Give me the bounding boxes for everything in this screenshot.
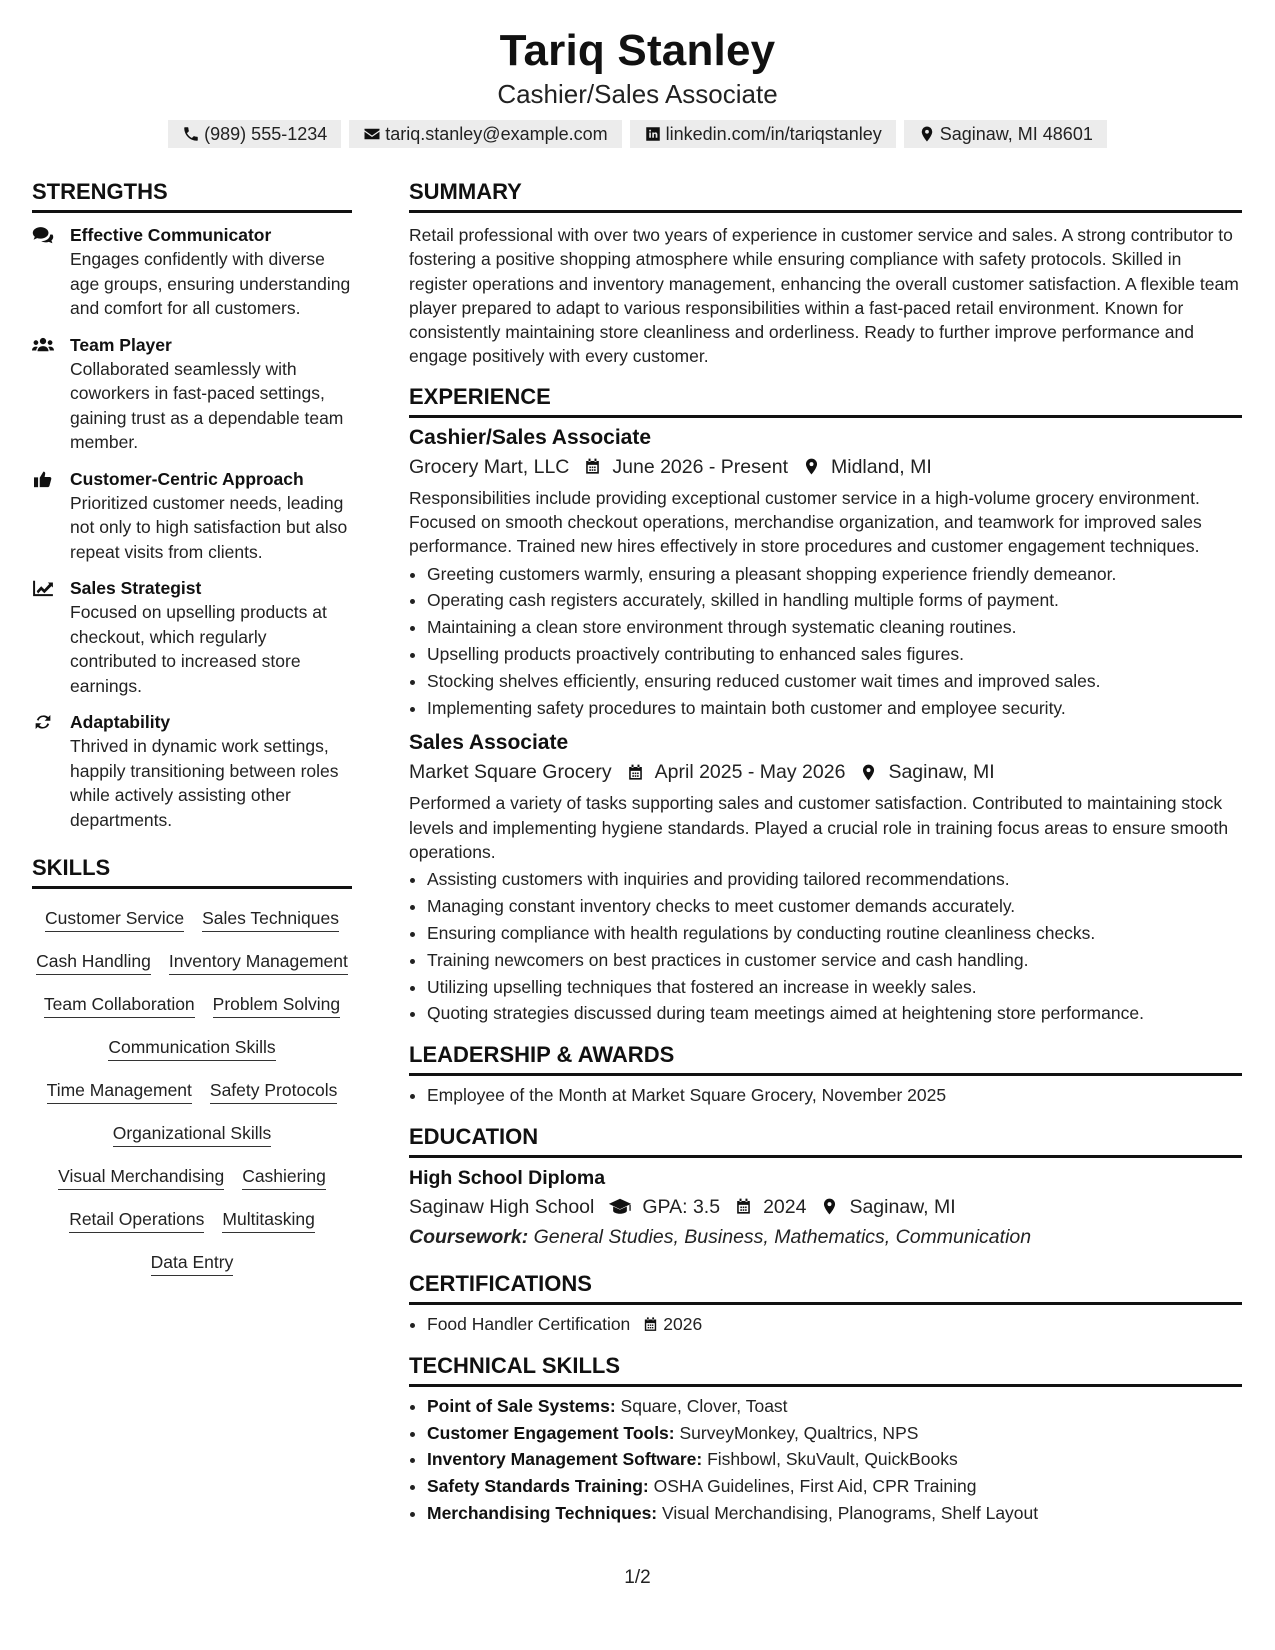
- users-icon: [32, 336, 54, 354]
- strength-text: Thrived in dynamic work settings, happily transitioning between roles while actively assisting other departments.: [70, 736, 339, 830]
- strength-item: [32, 333, 352, 455]
- leadership-list: [409, 1082, 1242, 1109]
- calendar-icon: [583, 457, 602, 476]
- technical-skills-heading: TECHNICAL SKILLS: [409, 1352, 1242, 1387]
- left-column: [32, 178, 352, 1276]
- sync-icon: [32, 713, 54, 731]
- gpa: GPA: 3.5: [642, 1195, 721, 1218]
- tech-skill-value: OSHA Guidelines, First Aid, CPR Training: [653, 1476, 977, 1497]
- right-column: [409, 178, 1242, 1527]
- thumbs-up-icon: [32, 470, 54, 488]
- calendar-icon: [734, 1197, 753, 1216]
- certifications-heading: CERTIFICATIONS: [409, 1270, 1242, 1305]
- list-item: • Upselling products proactively contributing to enhanced sales figures.: [427, 641, 1242, 668]
- education-entry: [409, 1164, 1242, 1252]
- list-item: • Implementing safety procedures to maintain both customer and employee security.: [427, 695, 1242, 722]
- skill-tag: Team Collaboration: [44, 993, 195, 1018]
- contact-linkedin[interactable]: [630, 120, 896, 148]
- strength-text: Collaborated seamlessly with coworkers in fast-paced settings, gaining trust as a dependable team member.: [70, 358, 344, 452]
- phone-icon: [182, 125, 200, 143]
- summary-text: Retail professional with over two years of experience in customer service and sales. A strong contributor to fostering a positive shopping atmosphere while ensuring compliance with safety protocols. Skilled in register operations and inventory management, enhancing the overall customer satisfaction. A flexible team player prepared to adapt to various responsibilities within a fast-paced retail environment. Known for consistently maintaining store cleanliness and orderliness. Ready to further improve performance and engage positively with every customer.: [409, 225, 1239, 367]
- email-text: tariq.stanley@example.com: [385, 124, 608, 144]
- contact-location: [904, 120, 1107, 148]
- tech-skill-label: Inventory Management Software:: [427, 1449, 703, 1470]
- list-item: • Utilizing upselling techniques that fostered an increase in weekly sales.: [427, 974, 1242, 1001]
- job-bullets: [409, 561, 1242, 722]
- candidate-name: Tariq Stanley: [499, 26, 776, 75]
- strengths-heading: STRENGTHS: [32, 178, 352, 213]
- linkedin-text: linkedin.com/in/tariqstanley: [665, 124, 882, 144]
- list-item: • Quoting strategies discussed during team meetings aimed at heightening store performance.: [427, 1000, 1242, 1027]
- map-marker-icon: [859, 763, 878, 782]
- list-item: • Employee of the Month at Market Square Grocery, November 2025: [427, 1082, 1242, 1109]
- skill-tag: Cash Handling: [36, 950, 151, 975]
- strength-item: [32, 710, 352, 832]
- degree-title: High School Diploma: [409, 1166, 606, 1189]
- education-heading: EDUCATION: [409, 1123, 1242, 1158]
- list-item: [427, 1311, 1242, 1338]
- list-item: • Ensuring compliance with health regulations by conducting routine cleanliness checks.: [427, 920, 1242, 947]
- summary-heading: SUMMARY: [409, 178, 1242, 213]
- map-marker-icon: [802, 457, 821, 476]
- list-item: • Assisting customers with inquiries and providing tailored recommendations.: [427, 866, 1242, 893]
- job-entry: [409, 729, 1242, 1027]
- job-location: Midland, MI: [831, 455, 932, 478]
- calendar-icon: [642, 1316, 659, 1333]
- education-meta: [409, 1192, 1242, 1222]
- skill-tag: Customer Service: [45, 907, 184, 932]
- job-dates: April 2025 - May 2026: [654, 761, 846, 784]
- calendar-icon: [626, 763, 645, 782]
- strength-text: Focused on upselling products at checkout, which regularly contributed to increased store earnings.: [70, 602, 327, 696]
- strength-item: [32, 576, 352, 698]
- skills-heading: SKILLS: [32, 854, 352, 889]
- strength-title: Sales Strategist: [70, 578, 202, 598]
- skill-tag: Data Entry: [151, 1251, 234, 1276]
- job-meta: [409, 452, 1242, 482]
- map-marker-icon: [918, 125, 936, 143]
- skill-tag: Time Management: [47, 1079, 192, 1104]
- job-description: Responsibilities include providing exceptional customer service in a high-volume grocery environment. Focused on smooth checkout operations, merchandise organization, and teamwork for improved sales performance. Trained new hires effectively in store procedures and customer engagement techniques.: [409, 487, 1202, 557]
- certification-name: • Food Handler Certification: [427, 1313, 631, 1334]
- strength-title: Customer-Centric Approach: [70, 468, 304, 489]
- strength-text: Engages confidently with diverse age groups, ensuring understanding and comfort for all customers.: [70, 249, 351, 318]
- chart-line-icon: [32, 579, 54, 597]
- list-item: [427, 1446, 1242, 1473]
- list-item: • Maintaining a clean store environment through systematic cleaning routines.: [427, 614, 1242, 641]
- tech-skill-label: Customer Engagement Tools:: [427, 1422, 675, 1443]
- tech-skill-label: Merchandising Techniques:: [427, 1502, 658, 1523]
- skill-tag: Organizational Skills: [113, 1122, 272, 1147]
- skill-tag: Visual Merchandising: [58, 1165, 224, 1190]
- contact-email[interactable]: [349, 120, 621, 148]
- contact-bar: [0, 120, 1275, 148]
- technical-skills-list: [409, 1393, 1242, 1527]
- skill-tag: Multitasking: [222, 1208, 314, 1233]
- leadership-heading: LEADERSHIP & AWARDS: [409, 1041, 1242, 1076]
- list-item: • Stocking shelves efficiently, ensuring reduced customer wait times and improved sales.: [427, 668, 1242, 695]
- tech-skill-label: Safety Standards Training:: [427, 1476, 649, 1497]
- skill-tag: Problem Solving: [213, 993, 340, 1018]
- strength-text: Prioritized customer needs, leading not only to high satisfaction but also repeat visits from clients.: [70, 492, 348, 562]
- job-bullets: [409, 866, 1242, 1027]
- phone-text: (989) 555-1234: [204, 124, 328, 144]
- skill-tag: Inventory Management: [169, 950, 348, 975]
- location-text: Saginaw, MI 48601: [939, 124, 1093, 144]
- coursework-label: Coursework:: [409, 1225, 529, 1248]
- skill-tag: Communication Skills: [108, 1036, 275, 1061]
- skill-tag: Retail Operations: [69, 1208, 204, 1233]
- list-item: • Managing constant inventory checks to meet customer demands accurately.: [427, 893, 1242, 920]
- list-item: • Operating cash registers accurately, skilled in handling multiple forms of payment.: [427, 587, 1242, 614]
- tech-skill-value: Visual Merchandising, Planograms, Shelf Layout: [662, 1502, 1039, 1523]
- contact-phone: [168, 120, 341, 148]
- list-item: [427, 1473, 1242, 1500]
- tech-skill-value: Square, Clover, Toast: [620, 1395, 788, 1416]
- coursework: [409, 1222, 1242, 1252]
- job-description: Performed a variety of tasks supporting sales and customer satisfaction. Contributed to maintaining stock levels and implementing hygiene standards. Played a crucial role in training focus areas to ensure smooth operations.: [409, 793, 1229, 863]
- job-entry: [409, 424, 1242, 722]
- map-marker-icon: [820, 1197, 839, 1216]
- skill-tag: Safety Protocols: [210, 1079, 337, 1104]
- comments-icon: [32, 226, 54, 244]
- certifications-list: [409, 1311, 1242, 1338]
- tech-skill-value: Fishbowl, SkuVault, QuickBooks: [707, 1449, 958, 1470]
- tech-skill-label: Point of Sale Systems:: [427, 1395, 616, 1416]
- list-item: [427, 1500, 1242, 1527]
- job-company: Market Square Grocery: [409, 761, 612, 784]
- job-title: Cashier/Sales Associate: [409, 425, 652, 449]
- experience-heading: EXPERIENCE: [409, 383, 1242, 418]
- school-name: Saginaw High School: [409, 1195, 595, 1218]
- page-number: 1/2: [624, 1567, 651, 1588]
- strength-title: Team Player: [70, 334, 172, 355]
- list-item: [427, 1420, 1242, 1447]
- job-location: Saginaw, MI: [888, 761, 995, 784]
- resume-header: [0, 0, 1275, 148]
- strength-item: [32, 223, 352, 321]
- tech-skill-value: SurveyMonkey, Qualtrics, NPS: [679, 1422, 919, 1443]
- job-title: Sales Associate: [409, 731, 569, 755]
- envelope-icon: [363, 125, 381, 143]
- job-dates: June 2026 - Present: [612, 455, 788, 478]
- graduation-cap-icon: [608, 1197, 632, 1216]
- candidate-title: Cashier/Sales Associate: [497, 79, 778, 109]
- skill-tag: Cashiering: [242, 1165, 326, 1190]
- list-item: • Training newcomers on best practices in customer service and cash handling.: [427, 947, 1242, 974]
- linkedin-icon: [644, 125, 662, 143]
- list-item: [427, 1393, 1242, 1420]
- strength-title: Effective Communicator: [70, 225, 272, 245]
- strength-title: Adaptability: [70, 712, 171, 732]
- skill-tag: Sales Techniques: [202, 907, 339, 932]
- graduation-year: 2024: [763, 1195, 807, 1218]
- job-meta: [409, 757, 1242, 787]
- certification-year: 2026: [663, 1313, 703, 1334]
- job-company: Grocery Mart, LLC: [409, 455, 570, 478]
- strength-item: [32, 467, 352, 565]
- skills-list: [32, 903, 352, 1276]
- school-location: Saginaw, MI: [849, 1195, 956, 1218]
- coursework-text: General Studies, Business, Mathematics, Communication: [533, 1225, 1032, 1248]
- list-item: • Greeting customers warmly, ensuring a pleasant shopping experience friendly demeanor.: [427, 561, 1242, 588]
